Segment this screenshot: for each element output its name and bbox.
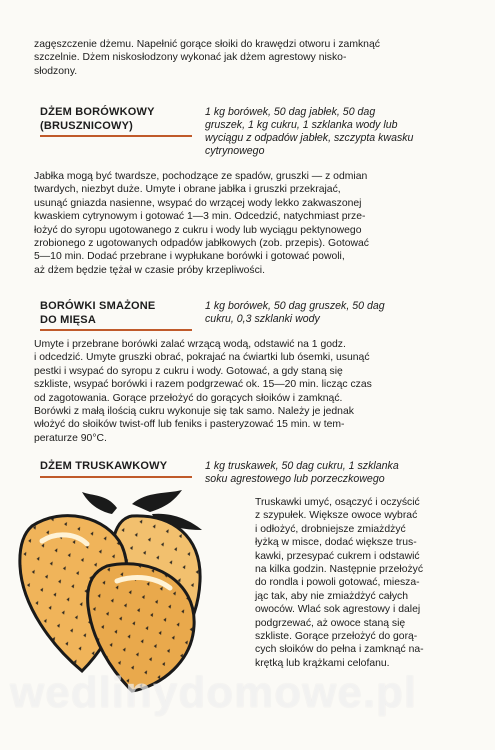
text-line: 5—10 min. Dodać przebrane i wypłukane borówki i gotować powoli,: [34, 251, 345, 263]
ingredient-line: gruszek, 1 kg cukru, 1 szklanka wody lub: [205, 119, 398, 131]
text-line: aż dżem będzie tężał w czasie próby krzepliwości.: [34, 264, 265, 276]
text-line: zagęszczenie dżemu. Napełnić gorące słoiki do krawędzi otworu i zamknąć: [34, 39, 380, 50]
text-line: usunąć gniazda nasienne, wsypać do wrzącej wody lekko zakwaszonej: [34, 197, 362, 209]
text-line: na kilka godzin. Następnie przełożyć: [255, 564, 424, 576]
intro-paragraph: [34, 38, 460, 78]
text-line: Umyte i przebrane borówki zalać wrzącą wodą, odstawić na 1 godz.: [34, 339, 346, 350]
text-line: z szypułek. Większe owoce wybrać: [255, 510, 418, 522]
text-line: włożyć do słoików twist-off lub feniks i pasteryzować 15 min. w tem-: [34, 419, 345, 431]
body-dzem-truskawkowy: [255, 496, 465, 670]
ingredient-line: 1 kg truskawek, 50 dag cukru, 1 szklanka: [205, 460, 399, 472]
text-line: jąc tak, aby nie zmiażdżyć całych: [255, 590, 409, 602]
text-line: peraturze 90°C.: [34, 432, 107, 444]
ingredients-borowki-smazone: [205, 300, 463, 326]
body-dzem-borowkowy: [34, 170, 460, 277]
title-line: BORÓWKI SMAŻONE: [40, 300, 156, 312]
text-line: pestki i wsypać do syropu z cukru i wody. Gotować, a gdy staną się: [34, 365, 343, 377]
text-line: zrobionego z ugotowanych odpadów jabłkowych (zob. przepis). Gotować: [34, 238, 369, 250]
text-line: kawki, przesypać cukrem i odstawić: [255, 550, 420, 562]
text-line: szczelnie. Dżem niskosłodzony wykonać jak dżem agrestowy nisko-: [34, 52, 347, 64]
text-line: łyżką w misce, dodać większe trus-: [255, 537, 417, 549]
ingredient-line: cukru, 0,3 szklanki wody: [205, 313, 320, 325]
watermark: wedlinydomowe.pl: [10, 668, 418, 717]
ingredient-line: soku agrestowego lub porzeczkowego: [205, 473, 385, 485]
text-line: łożyć do syropu ugotowanego z cukru i wody lub wyciągu pektynowego: [34, 224, 362, 236]
ingredients-dzem-truskawkowy: [205, 460, 463, 486]
strawberry-illustration-icon: [12, 486, 252, 696]
text-line: od zagotowania. Gorące przełożyć do gorących słoików i zamknąć.: [34, 392, 343, 404]
text-line: krętką lub krążkami celofanu.: [255, 657, 390, 669]
text-line: słodzony.: [34, 65, 78, 77]
title-line: DŻEM TRUSKAWKOWY: [40, 460, 168, 472]
text-line: i odcedzić. Umyte gruszki obrać, pokrajać na ćwiartki lub ósemki, usunąć: [34, 352, 370, 364]
ingredient-line: cytrynowego: [205, 145, 265, 157]
text-line: kwaskiem cytrynowym i gotować 1—3 min. Odcedzić, natychmiast prze-: [34, 211, 366, 223]
text-line: Borówki z małą ilością cukru wykonuje się tak samo. Należy je jednak: [34, 406, 354, 418]
recipe-title-borowki-smazone: [40, 300, 192, 331]
ingredient-line: 1 kg borówek, 50 dag gruszek, 50 dag: [205, 300, 385, 312]
body-borowki-smazone: [34, 338, 460, 445]
text-line: owoców. Wlać sok agrestowy i dalej: [255, 604, 421, 616]
ingredients-dzem-borowkowy: [205, 106, 463, 158]
recipe-title-dzem-truskawkowy: [40, 460, 192, 478]
text-line: twardych, niezbyt duże. Umyte i obrane jabłka i gruszki przekrajać,: [34, 184, 341, 196]
title-line: DO MIĘSA: [40, 313, 96, 326]
text-line: Jabłka mogą być twardsze, pochodzące ze spadów, gruszki — z odmian: [34, 171, 368, 182]
title-line: DŻEM BORÓWKOWY: [40, 106, 155, 118]
recipe-title-dzem-borowkowy: [40, 106, 192, 137]
ingredient-line: 1 kg borówek, 50 dag jabłek, 50 dag: [205, 106, 376, 118]
text-line: do rondla i powoli gotować, miesza-: [255, 577, 420, 589]
text-line: cych słoików do pełna i zamknąć na-: [255, 644, 424, 656]
text-line: szkliste. Gorące przełożyć do gorą-: [255, 631, 418, 643]
text-line: podgrzewać, aż owoce staną się: [255, 617, 406, 629]
title-line: (BRUSZNICOWY): [40, 119, 134, 132]
text-line: i odłożyć, drobniejsze zmiażdżyć: [255, 523, 406, 535]
text-line: szkliste, wsypać borówki i razem podgrzewać ok. 15—20 min. licząc czas: [34, 379, 372, 391]
ingredient-line: wyciągu z odpadów jabłek, szczypta kwasku: [205, 132, 414, 144]
text-line: Truskawki umyć, osączyć i oczyścić: [255, 497, 420, 508]
